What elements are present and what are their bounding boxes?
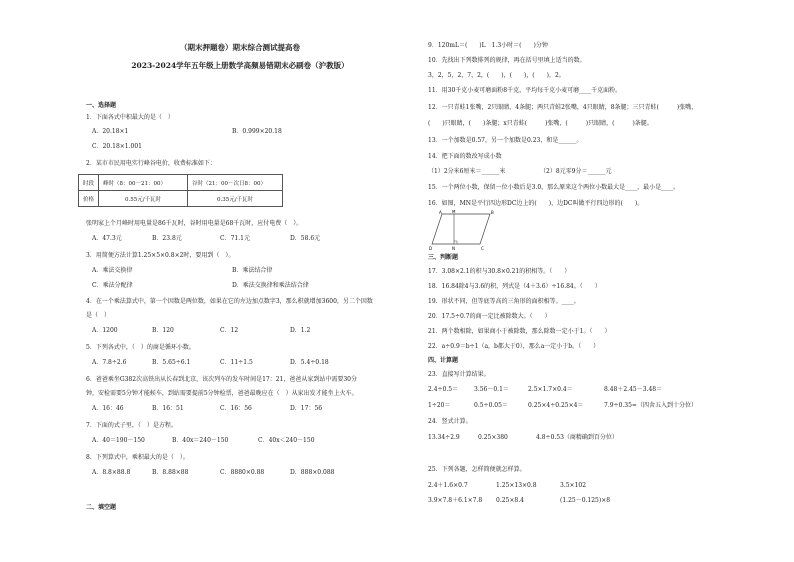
q13-text: 13．一个加数是0.57，另一个加数是0.23，和是______。: [428, 137, 583, 144]
q2-option-c: C．71.1元: [220, 235, 250, 242]
parallelogram-figure: [428, 210, 498, 252]
q6-option-c: C．16：56: [220, 405, 252, 412]
q3-text: 3．用简便方法计算1.25×5×0.8×2时，要用到（ ）。: [86, 252, 235, 259]
table-cell: 谷时（21：00－次日8：00）: [188, 175, 283, 191]
q7-option-c: C．40x＜240－150: [258, 437, 315, 444]
calc-item: 2.4＋1.6×0.7: [428, 482, 468, 489]
q9-text: 9．120mL＝( )L 1.3小时＝( )分钟: [428, 42, 548, 49]
q22-text: 22．a÷0.9＝b÷1（a，b都大于0），那么a一定小于b。（ ）: [428, 343, 600, 350]
q15-text: 15．一个两位小数，保留一位小数后是3.0，那么原来这个两位小数最大是____，最小是____。: [428, 184, 680, 191]
q19-text: 19．形状不同，但等底等高的三角形的面积相等。____。: [428, 298, 580, 305]
calc-item: 4.8÷0.53（商精确到百分位）: [536, 434, 618, 441]
q3-option-c: C．乘法分配律: [92, 282, 133, 289]
section-calc: 四、计算题: [428, 357, 459, 364]
label-n: N: [452, 246, 455, 251]
q4-option-c: C．12: [220, 327, 239, 334]
calc-item: 7.9÷0.35≈（四舍五入到十分位）: [604, 402, 697, 409]
q8-option-c: C．8880×0.88: [220, 469, 265, 476]
label-b: B: [491, 210, 494, 215]
section-judge: 三、判断题: [428, 254, 459, 261]
q4-text-2: 是（ ）: [86, 312, 111, 319]
table-cell: 峰时（8：00－21：00）: [99, 175, 188, 191]
calc-item: 8.48＋2.45－3.48＝: [604, 386, 663, 393]
q16-text: 16．如图，MN是平行四边形DC边上的( )，边DC叫做平行四边形的( )。: [428, 200, 644, 207]
q5-option-a: A．7.8÷2.6: [92, 359, 127, 366]
table-cell: 时段: [79, 175, 99, 191]
q3-option-b: B．乘法结合律: [232, 267, 273, 274]
calc-item: 2.4÷0.5＝: [428, 386, 459, 393]
q4-option-b: B．120: [152, 327, 174, 334]
q5-option-d: D．5.4÷0.18: [290, 359, 329, 366]
q1-option-c: C．20.18×1.001: [92, 143, 142, 150]
q25-text: 25．下列各题，怎样简便就怎样算。: [428, 466, 526, 473]
q2-body: 张明家上个月峰时用电量是86千瓦时，谷时用电量是68千瓦时，应付电费（ ）。: [86, 220, 303, 227]
q3-option-d: D．乘法交换律和乘法结合律: [232, 282, 309, 289]
q7-option-a: A．40＝190－150: [92, 437, 145, 444]
calc-item: 0.25×8.4: [496, 497, 524, 504]
exam-title-1: （期末押题卷）期末综合测试提高卷: [180, 43, 300, 52]
q2-text: 2．某市市民用电实行峰谷电价，收费标准如下：: [86, 160, 216, 167]
q7-text: 7．下面的式子里，（ ）是方程。: [86, 422, 177, 429]
q5-option-c: C．11÷1.5: [220, 359, 253, 366]
q1-text: 1．下面各式中积最大的是（ ）: [86, 114, 174, 121]
calc-item: 13.34÷2.9: [428, 434, 460, 441]
q14-part-2: （2）8元零9分＝______元: [540, 168, 612, 175]
q8-option-a: A．8.8×88.8: [92, 469, 131, 476]
q11-text: 11．用30千克小麦可磨面粉8千克，平均每千克小麦可磨____千克面粉。: [428, 87, 622, 94]
q7-option-b: B．40x＝240－150: [172, 437, 229, 444]
q21-text: 21．两个数相除，如果商小于被除数，那么除数一定小于1。（ ）: [428, 328, 611, 335]
q1-option-b: B．0.999×20.18: [232, 128, 282, 135]
q23-text: 23．直接写计算结果。: [428, 371, 490, 378]
q1-option-a: A．20.18×1: [92, 128, 129, 135]
price-table: [78, 174, 283, 207]
q6-option-b: B．16：51: [152, 405, 184, 412]
calc-item: 0.25×380: [478, 434, 508, 441]
calc-item: 3.5×102: [560, 482, 587, 489]
calc-item: 0.25×4÷0.25×4＝: [528, 402, 584, 409]
table-cell: 0.55元/千瓦时: [99, 191, 188, 207]
label-c: C: [481, 246, 484, 251]
section-choice: 一、选择题: [86, 102, 117, 109]
q17-text: 17．3.08×2.1的积与30.8×0.21的积相等。（ ）: [428, 268, 571, 275]
q8-option-b: B．8.88×88: [152, 469, 189, 476]
label-d: D: [429, 246, 433, 251]
q10-sequence: 3，2，5，2，7，2，( )，( )，( )，2。: [428, 72, 565, 79]
q4-text: 4．在一个乘法算式中，第一个因数是两位数，如果在它的左边加点数字3，那么积就增加3600，另二个因数: [86, 298, 373, 305]
calc-item: 2.5×1.7×0.4＝: [528, 386, 573, 393]
q18-text: 18．16.84除4与3.6的积，列式是（4＋3.6）÷16.84。（ ）: [428, 283, 601, 290]
q6-text: 6．爸爸乘坐G382次高铁出从长春到北京，该次列车的发车时间是17：21，爸爸从家到站中需要30分: [86, 376, 357, 383]
exam-title-2: 2023-2024学年五年级上册数学高频易错期末必刷卷（沪教版）: [131, 61, 349, 70]
calc-item: 0.5÷0.05＝: [474, 402, 508, 409]
calc-item: 3.56－0.1＝: [474, 386, 509, 393]
table-cell: 价格: [79, 191, 99, 207]
calc-item: 3.9×7.8＋6.1×7.8: [428, 497, 483, 504]
q5-text: 5．下列各式中，（ ）的商是循环小数。: [86, 344, 195, 351]
q14-text: 14．把下面的数改写成小数: [428, 153, 502, 160]
label-a: A: [439, 210, 442, 215]
q24-text: 24．竖式计算。: [428, 418, 472, 425]
q14-part-1: （1）2分米6厘米＝______米: [428, 168, 506, 175]
calc-item: 1÷20＝: [428, 402, 451, 409]
q8-option-d: D．888×0.088: [290, 469, 335, 476]
q2-option-a: A．47.3元: [92, 235, 122, 242]
q20-text: 20．17.5÷0.7的商一定比被除数大。（ ）: [428, 313, 551, 320]
q4-option-a: A．1200: [92, 327, 118, 334]
calc-item: (1.25－0.125)×8: [560, 497, 611, 504]
q10-text: 10．先找出下列数排列的规律，再在括号里填上适当的数。: [428, 57, 586, 64]
q5-option-b: B．5.65÷6.1: [152, 359, 191, 366]
calc-item: 1.25×13×0.8: [496, 482, 537, 489]
label-m: M: [452, 210, 456, 214]
section-fill: 二、填空题: [86, 504, 117, 511]
q6-option-d: D．17：56: [290, 405, 323, 412]
table-cell: 0.35元/千瓦时: [188, 191, 283, 207]
q6-option-a: A．16：46: [92, 405, 124, 412]
q6-text-2: 钟，安检需要5分钟才能候车，到站需要提前5分钟检票，爸爸最晚应在（ ）从家出发才能坐上火车。: [86, 390, 358, 397]
q2-option-b: B．23.8元: [152, 235, 182, 242]
q12-text: 12．一只青蛙1张嘴，2只眼睛，4条腿；两只青蛙2张嘴，4只眼睛，8条腿；三只青蛙( )张嘴，: [428, 104, 698, 111]
q12-text-2: ( )只眼睛，( )条腿；x只青蛙( )张嘴，( )只眼睛，( )条腿。: [428, 120, 653, 127]
q8-text: 8．下列算式中，乘积最大的是（ ）。: [86, 454, 189, 461]
q2-option-d: D．58.6元: [290, 235, 321, 242]
q3-option-a: A．乘法交换律: [92, 267, 133, 274]
q4-option-d: D．1.2: [290, 327, 311, 334]
